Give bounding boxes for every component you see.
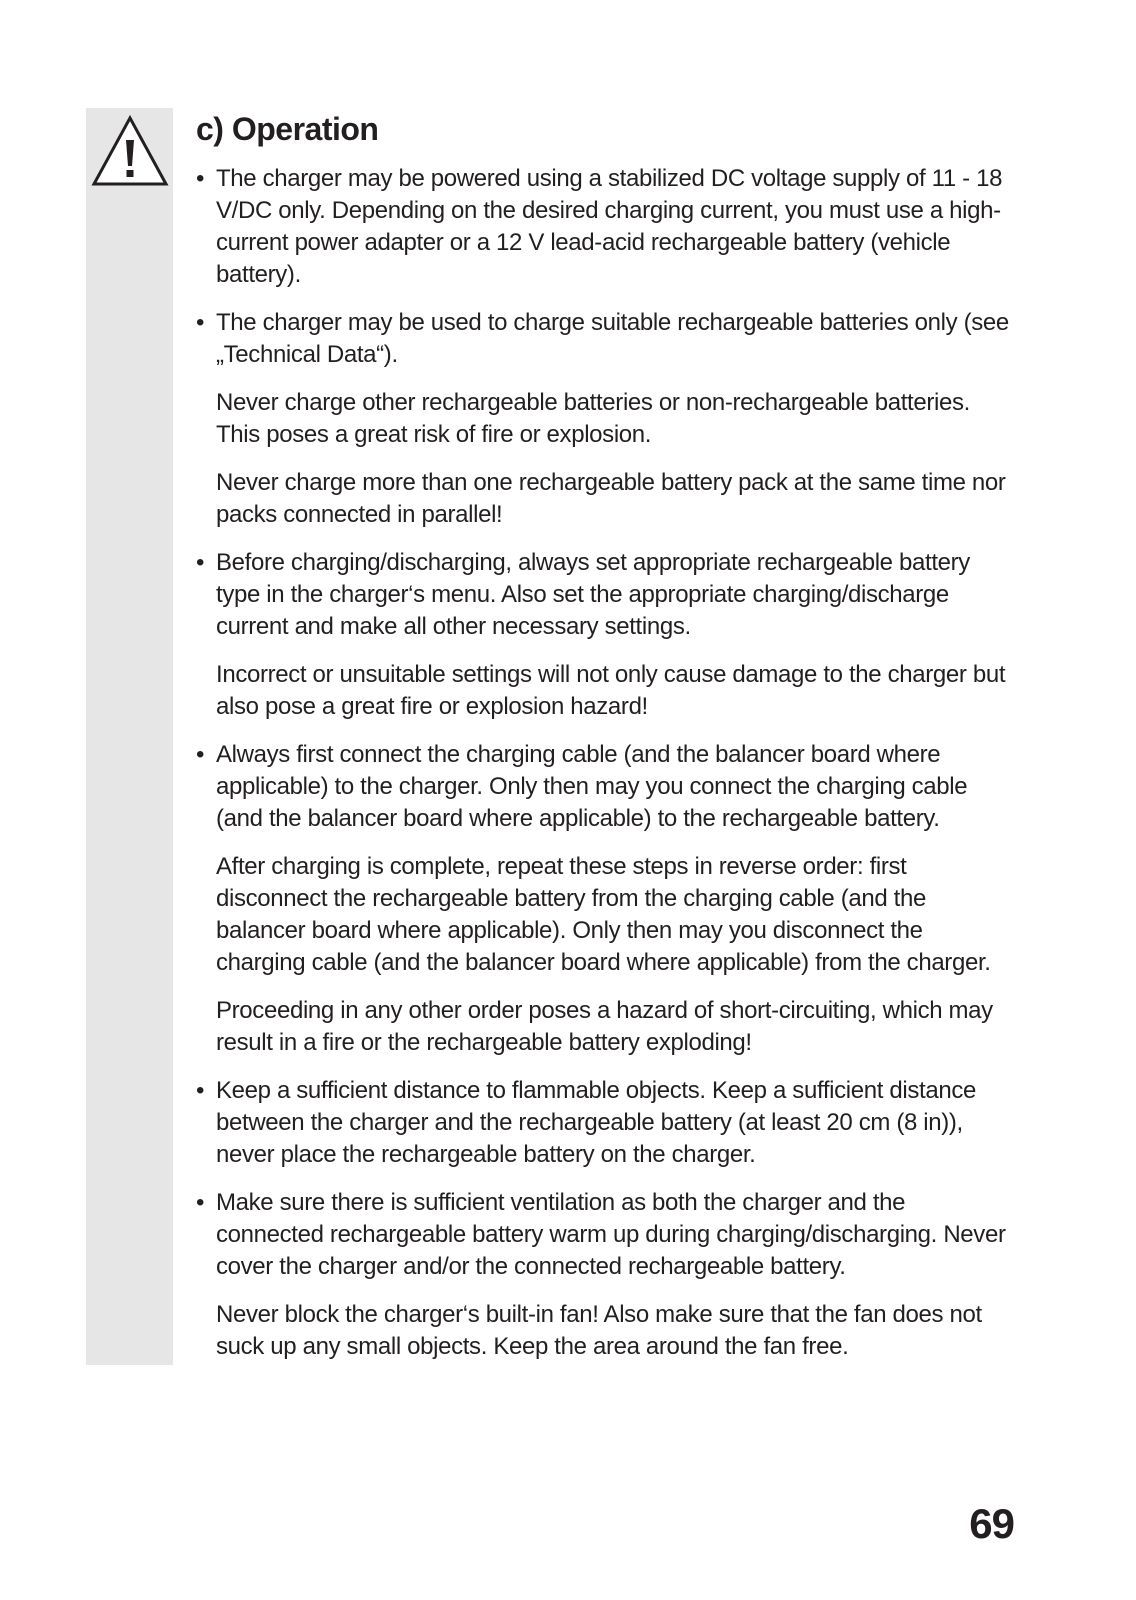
- list-item: [196, 163, 1016, 291]
- operation-list: [196, 163, 1016, 1379]
- paragraph: Incorrect or unsuitable settings will not only cause damage to the charger but also pose a great fire or explosion hazard!: [216, 661, 1006, 720]
- paragraph: Before charging/discharging, always set appropriate rechargeable battery type in the charger‘s menu. Also set the appropriate charging/discharge current and make all other necessary settings.: [216, 549, 970, 640]
- paragraph: Never charge more than one rechargeable battery pack at the same time nor packs connected in parallel!: [216, 469, 1006, 528]
- warning-icon: [90, 114, 170, 188]
- list-item: [196, 1187, 1016, 1363]
- paragraph: Never block the charger‘s built-in fan! Also make sure that the fan does not suck up any small objects. Keep the area around the fan free.: [216, 1301, 982, 1360]
- bullet: •: [196, 1077, 205, 1104]
- section-title: c) Operation: [196, 111, 379, 147]
- bullet: •: [196, 549, 205, 576]
- paragraph: Always first connect the charging cable (and the balancer board where applicable) to the charger. Only then may you connect the charging cable (and the balancer board where applicable) to the rechargeable battery.: [216, 741, 968, 832]
- page-number: 69: [969, 1500, 1014, 1547]
- list-item: [196, 547, 1016, 723]
- paragraph: Make sure there is sufficient ventilation as both the charger and the connected rechargeable battery warm up during charging/discharging. Never cover the charger and/or the connected rechargeable battery.: [216, 1189, 1006, 1280]
- paragraph: The charger may be used to charge suitable rechargeable batteries only (see „Technical Data“).: [216, 309, 1009, 368]
- paragraph: Keep a sufficient distance to flammable objects. Keep a sufficient distance between the charger and the rechargeable battery (at least 20 cm (8 in)), never place the rechargeable battery on the charger.: [216, 1077, 976, 1168]
- paragraph: Never charge other rechargeable batteries or non-rechargeable batteries. This poses a great risk of fire or explosion.: [216, 389, 970, 448]
- list-item: [196, 307, 1016, 531]
- list-item: [196, 1075, 1016, 1171]
- paragraph: After charging is complete, repeat these steps in reverse order: first disconnect the rechargeable battery from the charging cable (and the balancer board where applicable). Only then may you disconnect the charging cable (and the balancer board where applicable) from the charger.: [216, 853, 991, 976]
- paragraph: The charger may be powered using a stabilized DC voltage supply of 11 - 18 V/DC only. Depending on the desired charging current, you must use a high-current power adapter or a 12 V lead-acid rechargeable battery (vehicle battery).: [216, 165, 1003, 288]
- bullet: •: [196, 1189, 205, 1216]
- bullet: •: [196, 741, 205, 768]
- paragraph: Proceeding in any other order poses a hazard of short-circuiting, which may result in a fire or the rechargeable battery exploding!: [216, 997, 993, 1056]
- bullet: •: [196, 165, 205, 192]
- bullet: •: [196, 309, 205, 336]
- sidebar-stripe: [86, 108, 173, 1365]
- list-item: [196, 739, 1016, 1059]
